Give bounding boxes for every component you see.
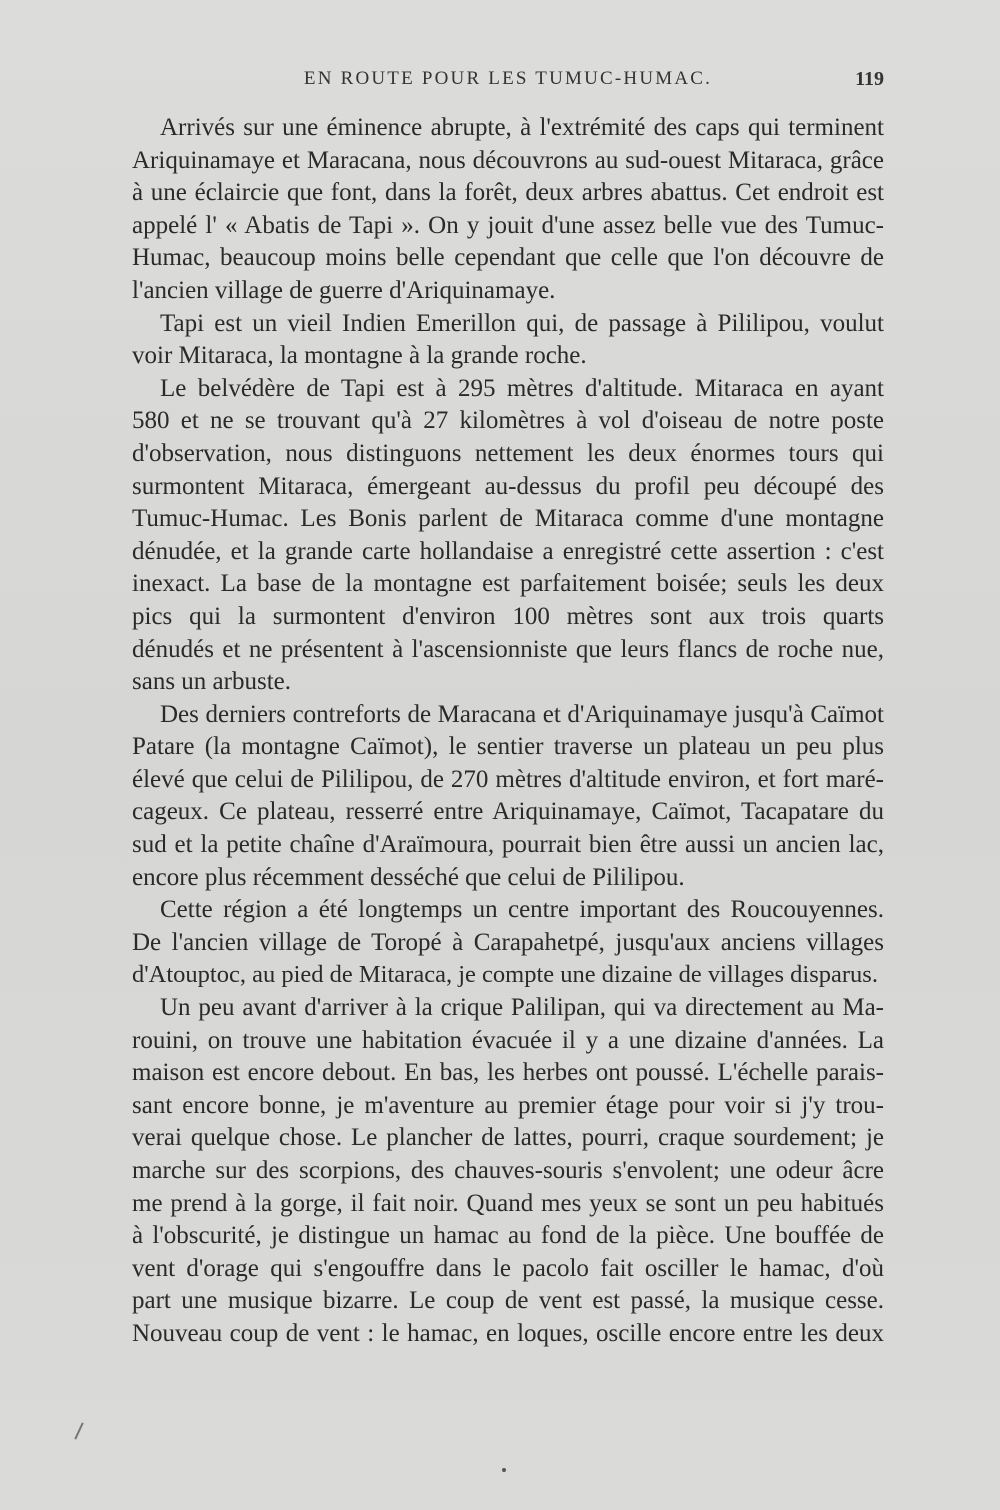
page-number: 119 [855,68,884,90]
paragraph-3 [132,373,884,699]
text-line: Humac, beaucoup moins belle cependant que celle que l'on découvre de [132,244,884,272]
text-line: appelé l' « Abatis de Tapi ». On y jouit d'une assez belle vue des Tumuc- [132,211,884,239]
text-line: encore plus récemment desséché que celui de Pililipou. [132,863,685,891]
text-line: à une éclaircie que font, dans la forêt, deux arbres abattus. Cet endroit est [132,179,884,207]
text-line: Un peu avant d'arriver à la crique Palilipan, qui va directement au Ma- [160,994,884,1022]
text-line: pics qui la surmontent d'environ 100 mètres sont aux trois quarts [132,602,884,630]
running-head: EN ROUTE POUR LES TUMUC-HUMAC. [303,68,713,89]
text-line: vent d'orage qui s'engouffre dans le pacolo fait osciller le hamac, d'où [132,1254,884,1282]
ink-speck [502,1468,506,1472]
paragraph-1 [132,112,884,308]
text-line: Des derniers contreforts de Maracana et d'Ariquinamaye jusqu'à Caïmot [160,700,884,728]
text-line: cageux. Ce plateau, resserré entre Ariquinamaye, Caïmot, Tacapatare du [132,798,884,826]
text-line: me prend à la gorge, il fait noir. Quand mes yeux se sont un peu habitués [132,1189,884,1217]
text-line: d'observation, nous distinguons nettement les deux énormes tours qui [132,439,884,467]
text-line: part une musique bizarre. Le coup de vent est passé, la musique cesse. [132,1287,884,1315]
text-line: marche sur des scorpions, des chauves-souris s'envolent; une odeur âcre [132,1157,884,1184]
pencil-mark [74,1422,83,1439]
body-text [132,112,884,1351]
text-line: Arrivés sur une éminence abrupte, à l'extrémité des caps qui terminent [160,114,884,141]
text-line: Ariquinamaye et Maracana, nous découvrons au sud-ouest Mitaraca, grâce [132,146,884,174]
text-line: sans un arbuste. [132,668,291,696]
text-line: Tumuc-Humac. Les Bonis parlent de Mitaraca comme d'une montagne [132,505,884,533]
text-line: maison est encore debout. En bas, les herbes ont poussé. L'échelle parais- [132,1059,884,1087]
paragraph-4 [132,699,884,895]
text-line: sant encore bonne, je m'aventure au premier étage pour voir si j'y trou- [132,1091,884,1119]
text-line: à l'obscurité, je distingue un hamac au fond de la pièce. Une bouffée de [132,1222,884,1250]
text-line: d'Atouptoc, au pied de Mitaraca, je compte une dizaine de villages disparus. [132,961,878,989]
text-line: dénudée, et la grande carte hollandaise a enregistré cette assertion : c'est [132,537,884,565]
text-line: Patare (la montagne Caïmot), le sentier traverse un plateau un peu plus [132,733,884,761]
paragraph-5 [132,894,884,992]
paragraph-6 [132,992,884,1351]
text-line: dénudés et ne présentent à l'ascensionniste que leurs flancs de roche nue, [132,635,884,663]
text-line: élevé que celui de Pililipou, de 270 mètres d'altitude environ, et fort maré- [132,765,884,793]
text-line: voir Mitaraca, la montagne à la grande roche. [132,342,587,370]
text-line: verai quelque chose. Le plancher de lattes, pourri, craque sourdement; je [132,1124,884,1152]
page-header [132,68,884,98]
text-line: Le belvédère de Tapi est à 295 mètres d'altitude. Mitaraca en ayant [160,374,884,402]
paragraph-2 [132,308,884,373]
text-line: Tapi est un vieil Indien Emerillon qui, de passage à Pililipou, voulut [160,309,884,337]
text-line: sud et la petite chaîne d'Araïmoura, pourrait bien être aussi un ancien lac, [132,831,884,859]
text-line: 580 et ne se trouvant qu'à 27 kilomètres à vol d'oiseau de notre poste [132,407,884,435]
text-line: surmontent Mitaraca, émergeant au-dessus du profil peu découpé des [132,472,884,500]
text-line: l'ancien village de guerre d'Ariquinamaye. [132,276,556,304]
text-line: rouini, on trouve une habitation évacuée il y a une dizaine d'années. La [132,1026,884,1054]
text-line: Cette région a été longtemps un centre important des Roucouyennes. [160,896,884,924]
text-line: De l'ancien village de Toropé à Carapahetpé, jusqu'aux anciens villages [132,928,884,956]
text-line: inexact. La base de la montagne est parfaitement boisée; seuls les deux [132,570,884,598]
text-line: Nouveau coup de vent : le hamac, en loques, oscille encore entre les deux [132,1319,884,1347]
